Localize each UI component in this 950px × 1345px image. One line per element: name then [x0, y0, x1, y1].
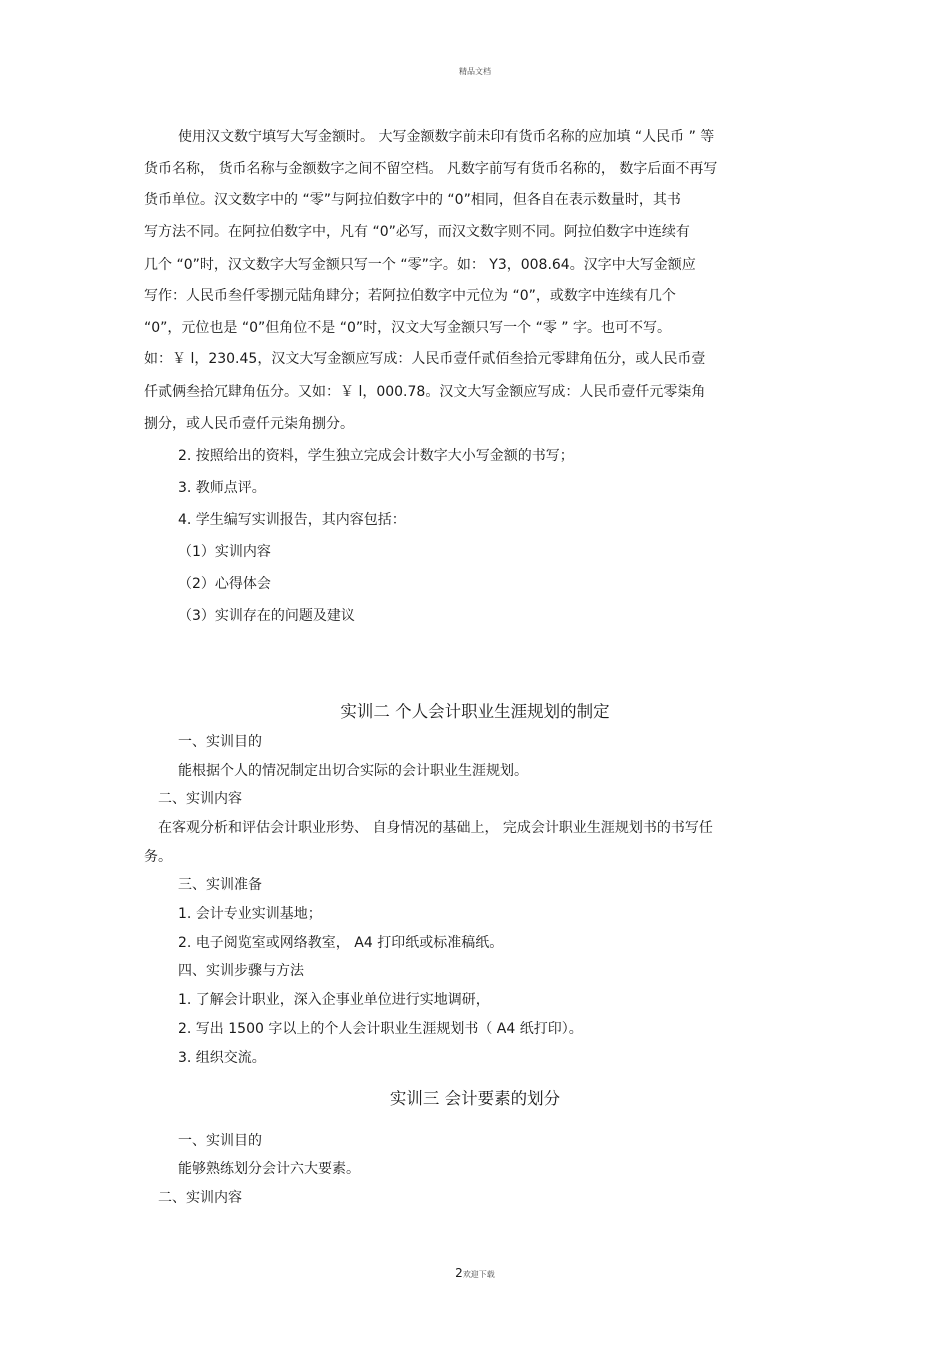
section-heading: 一、实训目的 [178, 734, 262, 750]
paragraph-line: 使用汉文数宁填写大写金额时。 大写金额数字前未印有货币名称的应加填 “人民币 ” 等 [178, 129, 715, 145]
paragraph-line: 捌分，或人民币壹仟元柒角捌分。 [144, 416, 354, 432]
section-heading: 二、实训内容 [158, 791, 242, 807]
list-item: 2. 写出 1500 字以上的个人会计职业生涯规划书（ A4 纸打印）。 [178, 1021, 583, 1037]
list-item: 3. 教师点评。 [178, 480, 266, 496]
sub-list-item: （3）实训存在的问题及建议 [178, 608, 355, 624]
paragraph-line: 写方法不同。在阿拉伯数字中，凡有 “0”必写，而汉文数字则不同。阿拉伯数字中连续有 [144, 224, 690, 240]
sub-list-item: （2）心得体会 [178, 576, 271, 592]
paragraph-line: 务。 [144, 849, 172, 865]
sub-list-item: （1）实训内容 [178, 544, 271, 560]
paragraph-line: 货币名称， 货币名称与金额数字之间不留空档。 凡数字前写有货币名称的， 数字后面不再写 [144, 161, 718, 177]
paragraph-line: “0”，元位也是 “0”但角位不是 “0”时，汉文大写金额只写一个 “零 ” 字。也可不写。 [144, 320, 671, 336]
list-item: 3. 组织交流。 [178, 1050, 266, 1066]
section-heading: 二、实训内容 [158, 1190, 242, 1206]
section-title-2: 实训二 个人会计职业生涯规划的制定 [340, 702, 610, 721]
list-item: 1. 了解会计职业，深入企事业单位进行实地调研， [178, 992, 490, 1008]
section-heading: 三、实训准备 [178, 877, 262, 893]
paragraph-line: 能够熟练划分会计六大要素。 [178, 1161, 360, 1177]
paragraph-line: 如：￥ l，230.45，汉文大写金额应写成：人民币壹仟贰佰叁拾元零肆角伍分，或人民币壹 [144, 351, 706, 367]
page-header: 精品文档 [459, 67, 491, 76]
page-number: 2 [455, 1266, 463, 1280]
page-footer [0, 1262, 950, 1281]
paragraph-line: 仟贰俩叁拾冗肆角伍分。又如：￥ l，000.78。汉文大写金额应写成：人民币壹仟元零柒角 [144, 384, 706, 400]
list-item: 2. 按照给出的资料，学生独立完成会计数字大小写金额的书写； [178, 448, 574, 464]
list-item: 4. 学生编写实训报告，其内容包括： [178, 512, 406, 528]
section-heading: 四、实训步骤与方法 [178, 963, 304, 979]
paragraph-line: 在客观分析和评估会计职业形势、 自身情况的基础上， 完成会计职业生涯规划书的书写任 [158, 820, 713, 836]
paragraph-line: 货币单位。汉文数字中的 “零”与阿拉伯数字中的 “0”相同，但各自在表示数量时，其书 [144, 192, 681, 208]
list-item: 2. 电子阅览室或网络教室， A4 打印纸或标准稿纸。 [178, 935, 504, 951]
section-heading: 一、实训目的 [178, 1133, 262, 1149]
footer-text: 欢迎下载 [462, 1270, 495, 1279]
paragraph-line: 几个 “0”时，汉文数字大写金额只写一个 “零”字。如： Y3，008.64。汉字中大写金额应 [144, 257, 696, 273]
paragraph-line: 能根据个人的情况制定出切合实际的会计职业生涯规划。 [178, 763, 528, 779]
section-title-3: 实训三 会计要素的划分 [389, 1089, 561, 1108]
paragraph-line: 写作：人民币叁仟零捌元陆角肆分；若阿拉伯数字中元位为 “0”，或数字中连续有几个 [144, 288, 676, 304]
list-item: 1. 会计专业实训基地； [178, 906, 322, 922]
